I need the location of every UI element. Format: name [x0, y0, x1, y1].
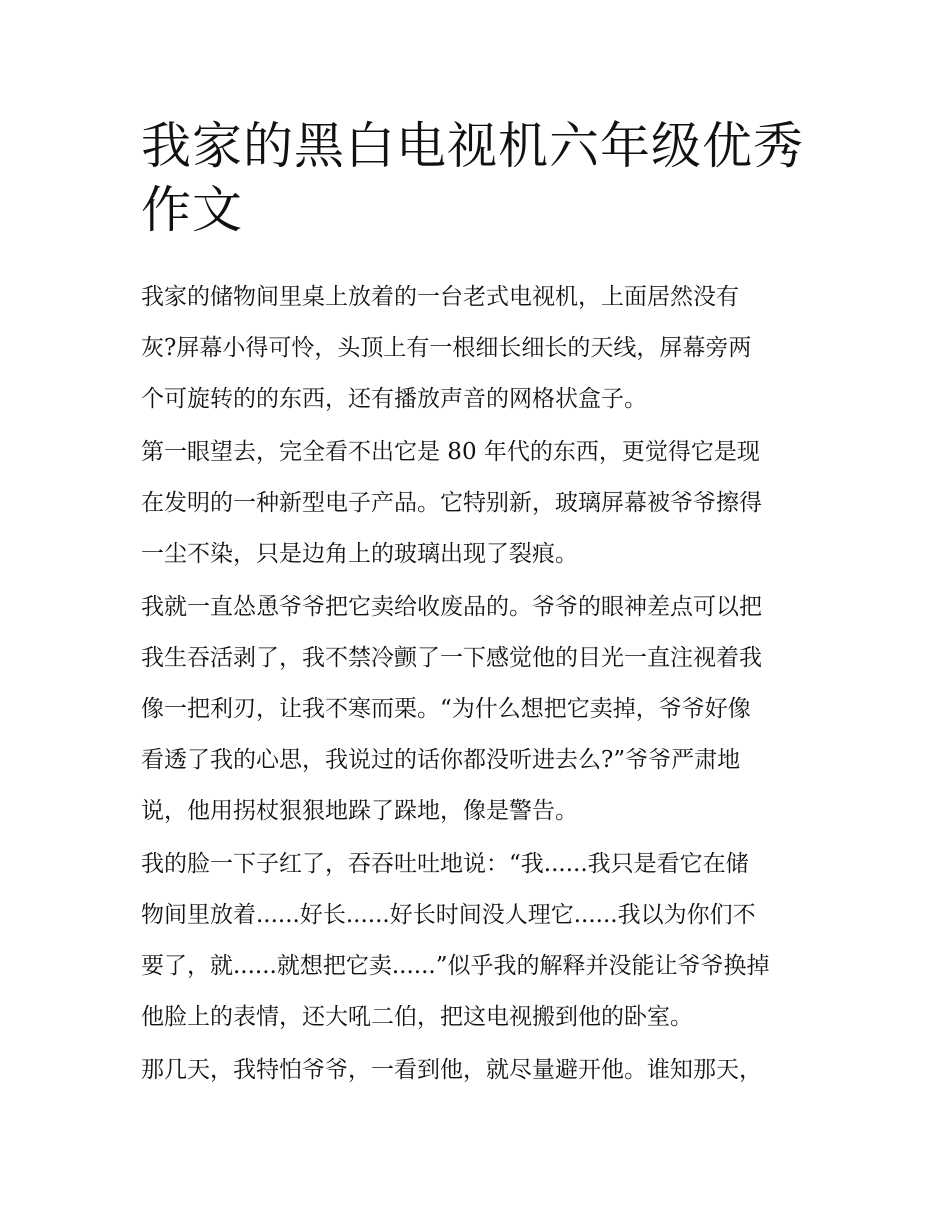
text-line: 要了，就......就想把它卖......”似乎我的解释并没能让爷爷换掉: [141, 953, 770, 979]
text-line: 我就一直怂恿爷爷把它卖给收废品的。爷爷的眼神差点可以把: [141, 594, 762, 620]
title-line: 我家的黑白电视机六年级优秀: [141, 117, 804, 175]
text-line: 说，他用拐杖狠狠地跺了跺地，像是警告。: [141, 798, 578, 824]
text-line: 在发明的一种新型电子产品。它特别新，玻璃屏幕被爷爷擦得: [141, 490, 762, 516]
text-line: 灰?屏幕小得可怜，头顶上有一根细长细长的天线，屏幕旁两: [141, 335, 752, 361]
text-line: 他脸上的表情，还大吼二伯，把这电视搬到他的卧室。: [141, 1004, 693, 1030]
document-page: [141, 114, 821, 1098]
text-line: 个可旋转的的东西，还有播放声音的网格状盒子。: [141, 386, 647, 412]
text-line: 一尘不染，只是边角上的玻璃出现了裂痕。: [141, 541, 578, 567]
paragraph-2: [141, 427, 821, 580]
text-line: 我家的储物间里桌上放着的一台老式电视机，上面居然没有: [141, 284, 739, 310]
text-line: 物间里放着......好长......好长时间没人理它......我以为你们不: [141, 902, 756, 928]
text-line: 看透了我的心思，我说过的话你都没听进去么?”爷爷严肃地: [141, 747, 741, 773]
paragraph-5: [141, 1045, 821, 1096]
text-line: 我生吞活剥了，我不禁冷颤了一下感觉他的目光一直注视着我: [141, 645, 762, 671]
paragraph-4: [141, 839, 821, 1043]
text-line: 我的脸一下子红了，吞吞吐吐地说：“我......我只是看它在储: [141, 851, 749, 877]
text-line: 像一把利刃，让我不寒而栗。“为什么想把它卖掉，爷爷好像: [141, 696, 751, 722]
text-line: 那几天，我特怕爷爷，一看到他，就尽量避开他。谁知那天，: [141, 1057, 762, 1083]
paragraph-3: [141, 582, 821, 837]
paragraph-1: [141, 272, 821, 425]
title-line: 作文: [141, 181, 243, 239]
document-title: [141, 114, 821, 242]
text-line: 第一眼望去，完全看不出它是 80 年代的东西，更觉得它是现: [141, 439, 760, 465]
